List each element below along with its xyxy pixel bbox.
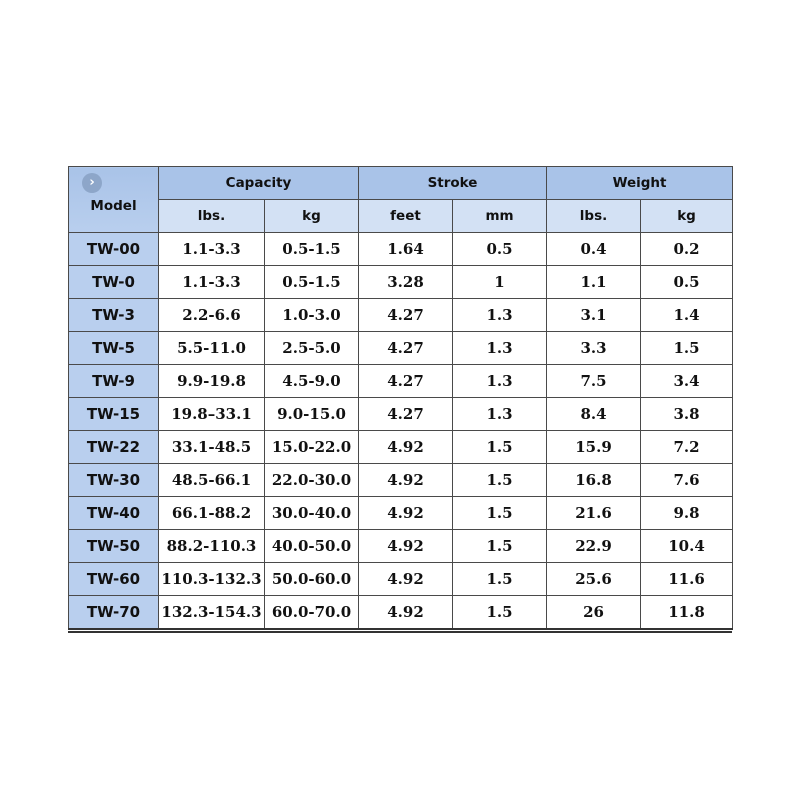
weight-lbs-cell: 22.9 — [547, 530, 641, 563]
stroke-feet-cell: 4.92 — [359, 596, 453, 630]
table-row — [69, 596, 733, 630]
stroke-feet-cell: 4.92 — [359, 563, 453, 596]
weight-kg-cell: 1.5 — [641, 332, 733, 365]
stroke-feet-cell: 4.27 — [359, 398, 453, 431]
weight-header: Weight — [547, 167, 733, 200]
stroke-mm-cell: 1.5 — [453, 464, 547, 497]
capacity-kg-cell: 4.5-9.0 — [265, 365, 359, 398]
table-row — [69, 299, 733, 332]
stroke-feet-header: feet — [359, 200, 453, 233]
capacity-lbs-cell: 33.1-48.5 — [159, 431, 265, 464]
capacity-kg-cell: 40.0-50.0 — [265, 530, 359, 563]
weight-kg-cell: 11.8 — [641, 596, 733, 630]
stroke-header: Stroke — [359, 167, 547, 200]
stroke-mm-cell: 1.5 — [453, 596, 547, 630]
capacity-kg-cell: 30.0-40.0 — [265, 497, 359, 530]
capacity-kg-cell: 15.0-22.0 — [265, 431, 359, 464]
stroke-feet-cell: 4.92 — [359, 530, 453, 563]
capacity-lbs-cell: 1.1-3.3 — [159, 233, 265, 266]
weight-lbs-cell: 21.6 — [547, 497, 641, 530]
capacity-kg-cell: 50.0-60.0 — [265, 563, 359, 596]
weight-lbs-cell: 8.4 — [547, 398, 641, 431]
table-row — [69, 497, 733, 530]
model-cell: TW-70 — [69, 596, 159, 630]
stroke-mm-cell: 1 — [453, 266, 547, 299]
capacity-kg-cell: 0.5-1.5 — [265, 233, 359, 266]
capacity-lbs-cell: 2.2-6.6 — [159, 299, 265, 332]
table-row — [69, 530, 733, 563]
weight-lbs-cell: 0.4 — [547, 233, 641, 266]
weight-lbs-cell: 16.8 — [547, 464, 641, 497]
stroke-mm-cell: 1.5 — [453, 497, 547, 530]
capacity-lbs-cell: 48.5-66.1 — [159, 464, 265, 497]
stroke-feet-cell: 1.64 — [359, 233, 453, 266]
stroke-mm-cell: 1.3 — [453, 299, 547, 332]
weight-lbs-cell: 7.5 — [547, 365, 641, 398]
capacity-lbs-cell: 132.3-154.3 — [159, 596, 265, 630]
model-cell: TW-00 — [69, 233, 159, 266]
capacity-lbs-cell: 88.2-110.3 — [159, 530, 265, 563]
weight-kg-cell: 7.2 — [641, 431, 733, 464]
model-header-cell — [69, 167, 159, 233]
capacity-kg-cell: 1.0-3.0 — [265, 299, 359, 332]
stroke-feet-cell: 4.27 — [359, 365, 453, 398]
stroke-mm-cell: 1.5 — [453, 431, 547, 464]
weight-kg-cell: 1.4 — [641, 299, 733, 332]
weight-lbs-cell: 25.6 — [547, 563, 641, 596]
table-row — [69, 266, 733, 299]
weight-kg-cell: 10.4 — [641, 530, 733, 563]
model-cell: TW-3 — [69, 299, 159, 332]
model-cell: TW-9 — [69, 365, 159, 398]
spec-table — [68, 166, 733, 630]
stroke-mm-header: mm — [453, 200, 547, 233]
chevron-right-circle-icon[interactable]: › — [82, 173, 102, 193]
capacity-lbs-cell: 19.8–33.1 — [159, 398, 265, 431]
table-row — [69, 431, 733, 464]
stroke-feet-cell: 4.27 — [359, 299, 453, 332]
capacity-lbs-cell: 9.9-19.8 — [159, 365, 265, 398]
stroke-feet-cell: 4.92 — [359, 431, 453, 464]
capacity-kg-cell: 2.5-5.0 — [265, 332, 359, 365]
table-row — [69, 464, 733, 497]
model-header: Model — [90, 197, 137, 214]
stroke-mm-cell: 1.3 — [453, 365, 547, 398]
model-cell: TW-50 — [69, 530, 159, 563]
weight-kg-cell: 9.8 — [641, 497, 733, 530]
weight-lbs-cell: 15.9 — [547, 431, 641, 464]
model-cell: TW-0 — [69, 266, 159, 299]
capacity-kg-cell: 22.0-30.0 — [265, 464, 359, 497]
table-row — [69, 233, 733, 266]
table-row — [69, 563, 733, 596]
model-cell: TW-60 — [69, 563, 159, 596]
stroke-mm-cell: 0.5 — [453, 233, 547, 266]
weight-lbs-cell: 1.1 — [547, 266, 641, 299]
weight-kg-cell: 11.6 — [641, 563, 733, 596]
weight-kg-header: kg — [641, 200, 733, 233]
capacity-kg-cell: 0.5-1.5 — [265, 266, 359, 299]
table-bottom-rule — [68, 631, 732, 633]
weight-lbs-cell: 3.3 — [547, 332, 641, 365]
weight-kg-cell: 0.5 — [641, 266, 733, 299]
weight-kg-cell: 0.2 — [641, 233, 733, 266]
weight-kg-cell: 3.4 — [641, 365, 733, 398]
weight-lbs-cell: 26 — [547, 596, 641, 630]
weight-lbs-cell: 3.1 — [547, 299, 641, 332]
stroke-feet-cell: 4.27 — [359, 332, 453, 365]
capacity-lbs-cell: 1.1-3.3 — [159, 266, 265, 299]
model-cell: TW-40 — [69, 497, 159, 530]
capacity-lbs-cell: 5.5-11.0 — [159, 332, 265, 365]
weight-kg-cell: 7.6 — [641, 464, 733, 497]
capacity-kg-cell: 60.0-70.0 — [265, 596, 359, 630]
stroke-mm-cell: 1.5 — [453, 563, 547, 596]
model-cell: TW-22 — [69, 431, 159, 464]
stroke-feet-cell: 4.92 — [359, 464, 453, 497]
table-row — [69, 365, 733, 398]
model-cell: TW-30 — [69, 464, 159, 497]
weight-lbs-header: lbs. — [547, 200, 641, 233]
capacity-lbs-cell: 66.1-88.2 — [159, 497, 265, 530]
stroke-mm-cell: 1.5 — [453, 530, 547, 563]
stroke-mm-cell: 1.3 — [453, 398, 547, 431]
weight-kg-cell: 3.8 — [641, 398, 733, 431]
capacity-kg-cell: 9.0-15.0 — [265, 398, 359, 431]
model-cell: TW-15 — [69, 398, 159, 431]
stroke-feet-cell: 4.92 — [359, 497, 453, 530]
table-row — [69, 398, 733, 431]
stroke-mm-cell: 1.3 — [453, 332, 547, 365]
table-row — [69, 332, 733, 365]
capacity-lbs-header: lbs. — [159, 200, 265, 233]
model-cell: TW-5 — [69, 332, 159, 365]
stroke-feet-cell: 3.28 — [359, 266, 453, 299]
capacity-kg-header: kg — [265, 200, 359, 233]
capacity-header: Capacity — [159, 167, 359, 200]
capacity-lbs-cell: 110.3-132.3 — [159, 563, 265, 596]
